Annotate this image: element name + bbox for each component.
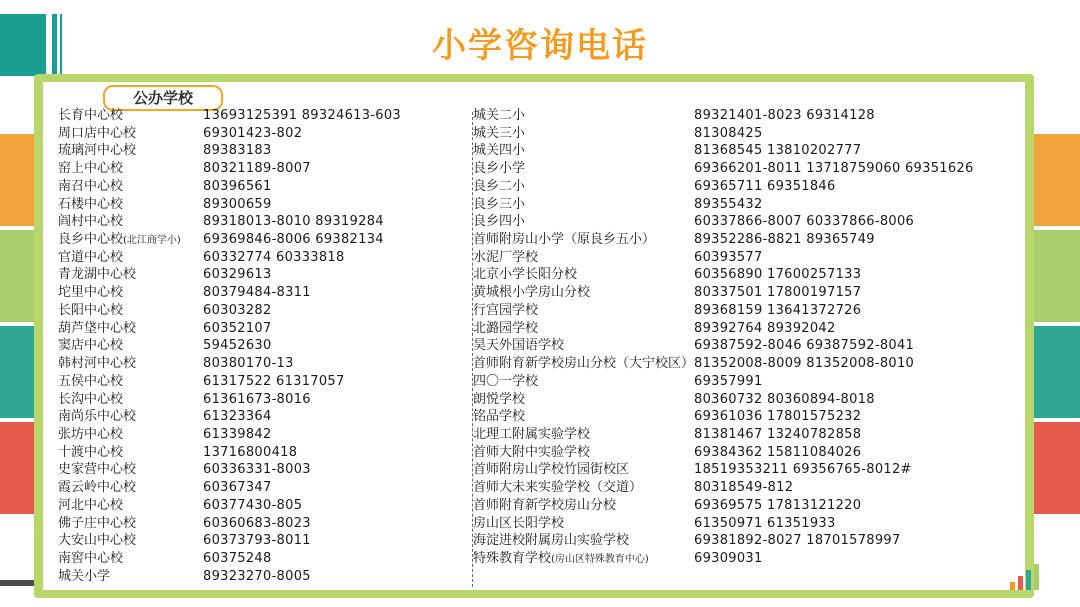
school-name <box>473 266 577 284</box>
school-name-text: 良乡中心校 <box>58 232 124 248</box>
school-row <box>473 196 1025 214</box>
school-name <box>58 196 123 214</box>
school-name-text: 南尚乐中心校 <box>58 409 137 425</box>
school-phone: 89368159 13641372726 <box>694 302 862 318</box>
school-name-text: 五侯中心校 <box>58 373 124 389</box>
school-phone: 80321189-8007 <box>203 161 311 177</box>
school-row <box>58 196 468 214</box>
school-row <box>58 515 468 533</box>
school-phone: 69369575 17813121220 <box>694 497 862 513</box>
school-name <box>473 160 525 178</box>
school-phone: 60373793-8011 <box>203 533 311 549</box>
school-phone: 81352008-8009 81352008-8010 <box>694 356 915 372</box>
school-phone: 61350971 61351933 <box>694 515 836 531</box>
school-name-text: 窦店中心校 <box>58 338 124 354</box>
school-name <box>473 231 655 249</box>
school-phone: 69387592-8046 69387592-8041 <box>694 338 915 354</box>
school-row <box>58 426 468 444</box>
school-phone: 60329613 <box>203 267 272 283</box>
school-name <box>473 142 525 160</box>
school-name <box>58 302 123 320</box>
school-phone: 89383183 <box>203 143 272 159</box>
school-name-text: 坨里中心校 <box>58 285 124 301</box>
school-name <box>58 266 136 284</box>
school-name <box>58 320 136 338</box>
school-name-text: 行宫园学校 <box>473 302 539 318</box>
school-name <box>58 107 123 125</box>
left-school-column <box>58 107 468 585</box>
school-row <box>473 461 1025 479</box>
school-name <box>58 515 136 533</box>
school-phone: 13693125391 89324613-603 <box>203 108 401 123</box>
school-name <box>58 408 136 426</box>
school-name-text: 阎村中心校 <box>58 214 124 230</box>
school-name-text: 葫芦垡中心校 <box>58 320 137 336</box>
school-row <box>473 249 1025 267</box>
school-name <box>58 479 136 497</box>
school-phone: 60375248 <box>203 550 272 566</box>
school-name <box>58 160 123 178</box>
school-name <box>58 461 136 479</box>
school-row <box>473 355 1025 373</box>
school-name-text: 良乡二小 <box>473 178 526 194</box>
school-phone: 81381467 13240782858 <box>694 426 862 442</box>
school-name <box>473 444 590 462</box>
school-name-text: 良乡三小 <box>473 196 526 212</box>
school-phone: 89355432 <box>694 196 763 212</box>
school-row <box>473 391 1025 409</box>
school-name-text: 四〇一学校 <box>473 373 539 389</box>
school-name-text: 南窖中心校 <box>58 550 124 566</box>
school-row <box>58 142 468 160</box>
school-name <box>473 515 564 533</box>
school-phone: 69369846-8006 69382134 <box>203 232 384 248</box>
school-phone: 61361673-8016 <box>203 391 311 407</box>
school-row <box>473 408 1025 426</box>
school-phone: 89323270-8005 <box>203 568 311 584</box>
school-name-text: 首师大附中实验学校 <box>473 444 591 460</box>
school-phone: 61339842 <box>203 426 272 442</box>
school-name-text: 霞云岭中心校 <box>58 480 137 496</box>
school-name <box>473 355 694 373</box>
school-name-text: 石楼中心校 <box>58 196 124 212</box>
school-name-text: 河北中心校 <box>58 497 124 513</box>
school-phone: 80337501 17800197157 <box>694 285 862 301</box>
school-name-text: 长沟中心校 <box>58 391 124 407</box>
school-name <box>473 107 525 125</box>
school-row <box>473 178 1025 196</box>
school-name-text: 长阳中心校 <box>58 302 124 318</box>
school-phone: 89352286-8821 89365749 <box>694 232 875 248</box>
school-phone: 60352107 <box>203 320 272 336</box>
school-name-text: 良乡小学 <box>473 161 526 177</box>
school-row <box>58 125 468 143</box>
school-row <box>473 550 1025 568</box>
school-name-text: 张坊中心校 <box>58 426 124 442</box>
school-name <box>58 142 136 160</box>
school-name <box>473 532 629 550</box>
school-name <box>58 231 181 250</box>
school-row <box>473 426 1025 444</box>
school-name <box>58 426 123 444</box>
school-row <box>58 461 468 479</box>
school-row <box>58 213 468 231</box>
school-row <box>473 444 1025 462</box>
school-name-text: 大安山中心校 <box>58 533 137 549</box>
school-name <box>58 125 136 143</box>
school-name <box>473 408 525 426</box>
school-phone: 69309031 <box>694 550 763 566</box>
school-name <box>473 497 616 515</box>
school-name-text: 首师大未来实验学校（交道） <box>473 480 643 496</box>
school-name <box>473 125 525 143</box>
school-phone: 89321401-8023 69314128 <box>694 108 875 123</box>
school-phone: 60360683-8023 <box>203 515 311 531</box>
school-name <box>58 568 110 586</box>
school-row <box>473 125 1025 143</box>
school-name-text: 史家营中心校 <box>58 462 137 478</box>
school-phone: 69365711 69351846 <box>694 178 836 194</box>
school-name-text: 城关三小 <box>473 125 526 141</box>
school-phone: 80380170-13 <box>203 356 294 372</box>
school-name <box>58 532 136 550</box>
school-name-text: 黄城根小学房山分校 <box>473 285 591 301</box>
school-name-text: 首师附房山学校竹园街校区 <box>473 462 630 478</box>
school-row <box>473 515 1025 533</box>
school-name <box>58 391 123 409</box>
school-name <box>473 461 629 479</box>
school-phone: 89318013-8010 89319284 <box>203 214 384 230</box>
school-phone: 61317522 61317057 <box>203 373 345 389</box>
school-phone: 18519353211 69356765-8012# <box>694 462 912 478</box>
school-name <box>58 373 123 391</box>
school-phone: 69381892-8027 18701578997 <box>694 533 901 549</box>
school-row <box>58 302 468 320</box>
school-name <box>473 550 649 569</box>
school-name-text: 青龙湖中心校 <box>58 267 137 283</box>
school-name <box>58 178 123 196</box>
school-phone: 60332774 60333818 <box>203 249 345 265</box>
school-name <box>473 373 538 391</box>
section-label: 公办学校 <box>103 85 223 111</box>
school-row <box>58 391 468 409</box>
school-row <box>58 231 468 249</box>
school-name-text: 琉璃河中心校 <box>58 143 137 159</box>
school-row <box>473 107 1025 125</box>
school-name <box>473 178 525 196</box>
school-row <box>473 142 1025 160</box>
school-name <box>473 213 525 231</box>
school-row <box>58 178 468 196</box>
school-phone: 89392764 89392042 <box>694 320 836 336</box>
right-school-column <box>473 107 1025 568</box>
school-name-text: 城关小学 <box>58 568 111 584</box>
school-row <box>58 408 468 426</box>
school-phone: 69384362 15811084026 <box>694 444 862 460</box>
school-name <box>473 302 538 320</box>
school-phone: 80360732 80360894-8018 <box>694 391 875 407</box>
school-name <box>58 337 123 355</box>
school-name-text: 北理工附属实验学校 <box>473 426 591 442</box>
school-row <box>58 107 468 125</box>
school-phone: 60336331-8003 <box>203 462 311 478</box>
school-name <box>473 391 525 409</box>
school-row <box>473 479 1025 497</box>
school-row <box>473 497 1025 515</box>
school-name-text: 良乡四小 <box>473 214 526 230</box>
page-title: 小学咨询电话 <box>432 26 648 66</box>
school-name <box>58 284 123 302</box>
school-phone: 69301423-802 <box>203 125 303 141</box>
school-name <box>473 426 590 444</box>
school-name-text: 首师附育新学校房山分校 <box>473 497 617 513</box>
school-row <box>473 213 1025 231</box>
school-name <box>473 249 538 267</box>
school-row <box>58 284 468 302</box>
school-phone: 69361036 17801575232 <box>694 409 862 425</box>
school-name-note: (房山区特殊教育中心) <box>551 553 649 565</box>
school-name <box>473 479 642 497</box>
school-row <box>58 337 468 355</box>
school-phone: 60393577 <box>694 249 763 265</box>
school-name-text: 韩村河中心校 <box>58 356 137 372</box>
school-row <box>58 550 468 568</box>
school-name-text: 城关二小 <box>473 108 526 123</box>
school-name <box>473 320 538 338</box>
school-row <box>58 532 468 550</box>
school-row <box>473 373 1025 391</box>
school-row <box>58 266 468 284</box>
school-phone: 61323364 <box>203 409 272 425</box>
school-name-text: 周口店中心校 <box>58 125 137 141</box>
school-name-text: 水泥厂学校 <box>473 249 539 265</box>
content-panel <box>34 74 1034 598</box>
school-name <box>473 196 525 214</box>
school-name-text: 首师附房山小学（原良乡五小） <box>473 232 656 248</box>
school-phone: 13716800418 <box>203 444 298 460</box>
school-name <box>58 497 123 515</box>
school-name-text: 长育中心校 <box>58 108 124 123</box>
school-name-text: 特殊教育学校 <box>473 550 552 566</box>
school-row <box>473 231 1025 249</box>
school-name-text: 首师附育新学校房山分校（大宁校区） <box>473 356 695 372</box>
school-phone: 69357991 <box>694 373 763 389</box>
school-row <box>58 320 468 338</box>
school-name-note: (北江商学小) <box>123 235 181 247</box>
school-name <box>58 249 123 267</box>
school-row <box>473 302 1025 320</box>
school-phone: 89300659 <box>203 196 272 212</box>
school-row <box>58 249 468 267</box>
school-row <box>473 532 1025 550</box>
school-name <box>58 213 123 231</box>
school-phone: 80396561 <box>203 178 272 194</box>
school-row <box>473 337 1025 355</box>
school-name-text: 城关四小 <box>473 143 526 159</box>
school-row <box>58 373 468 391</box>
school-row <box>58 160 468 178</box>
school-phone: 60303282 <box>203 302 272 318</box>
school-phone: 80318549-812 <box>694 480 794 496</box>
school-phone: 69366201-8011 13718759060 69351626 <box>694 161 974 177</box>
school-phone: 60337866-8007 60337866-8006 <box>694 214 915 230</box>
school-name-text: 官道中心校 <box>58 249 124 265</box>
school-row <box>473 284 1025 302</box>
school-name-text: 朗悦学校 <box>473 391 526 407</box>
school-name-text: 北京小学长阳分校 <box>473 267 578 283</box>
school-name-text: 南召中心校 <box>58 178 124 194</box>
school-row <box>58 355 468 373</box>
school-name-text: 房山区长阳学校 <box>473 515 565 531</box>
school-row <box>58 444 468 462</box>
school-name <box>58 550 123 568</box>
school-row <box>58 497 468 515</box>
school-name-text: 北潞园学校 <box>473 320 539 336</box>
school-name <box>58 444 123 462</box>
school-row <box>473 160 1025 178</box>
school-row <box>473 320 1025 338</box>
school-phone: 60356890 17600257133 <box>694 267 862 283</box>
school-name-text: 昊天外国语学校 <box>473 338 565 354</box>
school-row <box>58 479 468 497</box>
school-name <box>473 284 590 302</box>
school-phone: 81308425 <box>694 125 763 141</box>
school-phone: 59452630 <box>203 338 272 354</box>
school-name-text: 十渡中心校 <box>58 444 124 460</box>
school-name-text: 窑上中心校 <box>58 161 124 177</box>
school-phone: 60377430-805 <box>203 497 303 513</box>
school-name <box>58 355 136 373</box>
school-phone: 80379484-8311 <box>203 285 311 301</box>
school-name-text: 海淀进校附属房山实验学校 <box>473 533 630 549</box>
school-row <box>58 568 468 586</box>
school-phone: 60367347 <box>203 480 272 496</box>
school-phone: 81368545 13810202777 <box>694 143 862 159</box>
content-panel-inner <box>43 82 1025 590</box>
bar-chart-logo-icon <box>1010 564 1040 590</box>
school-name-text: 佛子庄中心校 <box>58 515 137 531</box>
school-name-text: 铭品学校 <box>473 409 526 425</box>
school-row <box>473 266 1025 284</box>
school-name <box>473 337 564 355</box>
